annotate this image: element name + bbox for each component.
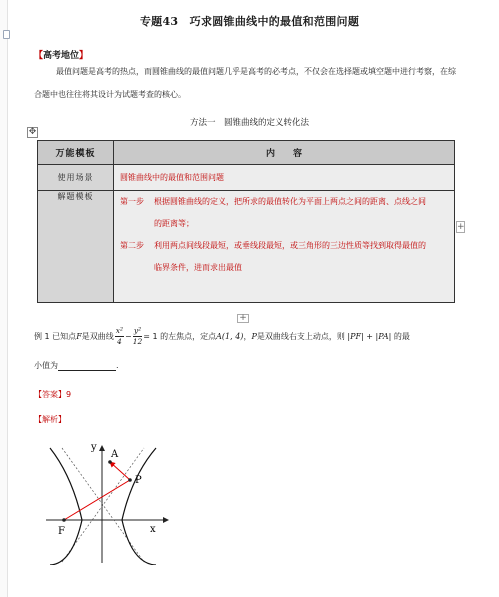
analysis-label: 【解析】: [34, 415, 66, 424]
row1-label: 使用场景: [38, 165, 114, 191]
example-problem: [34, 322, 462, 370]
line-fp: [64, 480, 130, 520]
answer-label: 【答案】9: [34, 390, 72, 399]
right-branch: [122, 448, 156, 565]
plus-abs: | + |: [361, 331, 379, 341]
left-page-gutter: [0, 0, 8, 597]
row1-content: 圆锥曲线中的最值和范围问题: [114, 165, 455, 191]
step1-text: 根据圆锥曲线的定义，把所求的最值转化为平面上两点之间的距离、点线之间: [154, 197, 426, 206]
a-label: A: [111, 449, 119, 460]
intro-paragraph: 最值问题是高考的热点，而圆锥曲线的最值问题几乎是高考的必考点，不仅会在选择题或填空题中进行考察，在综合题中也往往将其设计为试题考查的核心。: [34, 67, 456, 99]
example-line-1: [34, 322, 462, 350]
minus-sign: −: [125, 331, 132, 341]
frac-y-num: y²: [133, 325, 142, 335]
step1: [120, 191, 448, 213]
page-title: 专题43 巧求圆锥曲线中的最值和范围问题: [139, 15, 360, 28]
comma: ，: [243, 331, 252, 341]
line-pa: [110, 462, 130, 480]
x-label: x: [150, 524, 156, 535]
p-label: P: [135, 475, 142, 486]
left-branch: [50, 448, 82, 565]
template-table: [37, 140, 455, 303]
row2-content: [114, 191, 455, 303]
add-column-button[interactable]: +: [457, 222, 465, 232]
bracket-open: 【: [34, 51, 44, 61]
example-text-1: 是双曲线: [81, 331, 114, 341]
f-label: F: [58, 526, 65, 537]
fraction-y: [133, 326, 143, 347]
bracket-close: 】: [79, 51, 89, 61]
frac-y-den: 12: [132, 336, 143, 346]
row2-label: 解题模板: [38, 191, 114, 303]
example-tail: | 的最: [388, 331, 410, 341]
point-p-text: P: [251, 331, 257, 341]
example-text-2: = 1 的左焦点，定点: [143, 331, 217, 341]
step2-continuation: 临界条件，进而求出最值: [154, 263, 242, 272]
add-row-button[interactable]: +: [237, 314, 249, 323]
hyperbola-figure: [40, 440, 180, 565]
table-header-row: [38, 141, 455, 165]
example-end: .: [116, 361, 119, 370]
y-label: y: [91, 442, 97, 453]
step1-continuation: 的距离等；: [154, 219, 194, 228]
table-row-steps: [38, 191, 455, 303]
step2: [120, 235, 448, 257]
example-line2-text: 小值为: [34, 361, 58, 370]
document-icon: [3, 30, 10, 39]
fraction-x: [115, 326, 124, 347]
example-text-3: 是双曲线右支上动点，则 |: [256, 331, 351, 341]
point-a: [108, 460, 112, 464]
pa-text: PA: [378, 331, 389, 341]
method-title: 方法一 圆锥曲线的定义转化法: [189, 118, 309, 128]
point-f-text: F: [76, 331, 82, 341]
point-a-text: A(1, 4): [216, 331, 244, 341]
step2-text: 利用两点间线段最短，或垂线段最短，或三角形的三边性质等找到取得最值的: [154, 241, 426, 250]
frac-x-den: 4: [116, 336, 122, 346]
point-p: [128, 478, 132, 482]
step2-label: 第二步: [120, 241, 144, 250]
table-move-handle-icon[interactable]: ✥: [28, 127, 37, 137]
header-left: 万能模板: [38, 141, 114, 165]
example-prefix: 例 1 已知点: [34, 331, 77, 341]
answer-blank: [58, 362, 116, 371]
frac-x-num: x²: [115, 325, 123, 335]
point-f: [62, 518, 66, 522]
table-row-scene: [38, 165, 455, 191]
header-right: 内 容: [114, 141, 455, 165]
pf-text: PF: [350, 331, 362, 341]
step1-label: 第一步: [120, 197, 144, 206]
example-line-2: [34, 360, 119, 371]
section-label: 高考地位: [43, 51, 80, 61]
